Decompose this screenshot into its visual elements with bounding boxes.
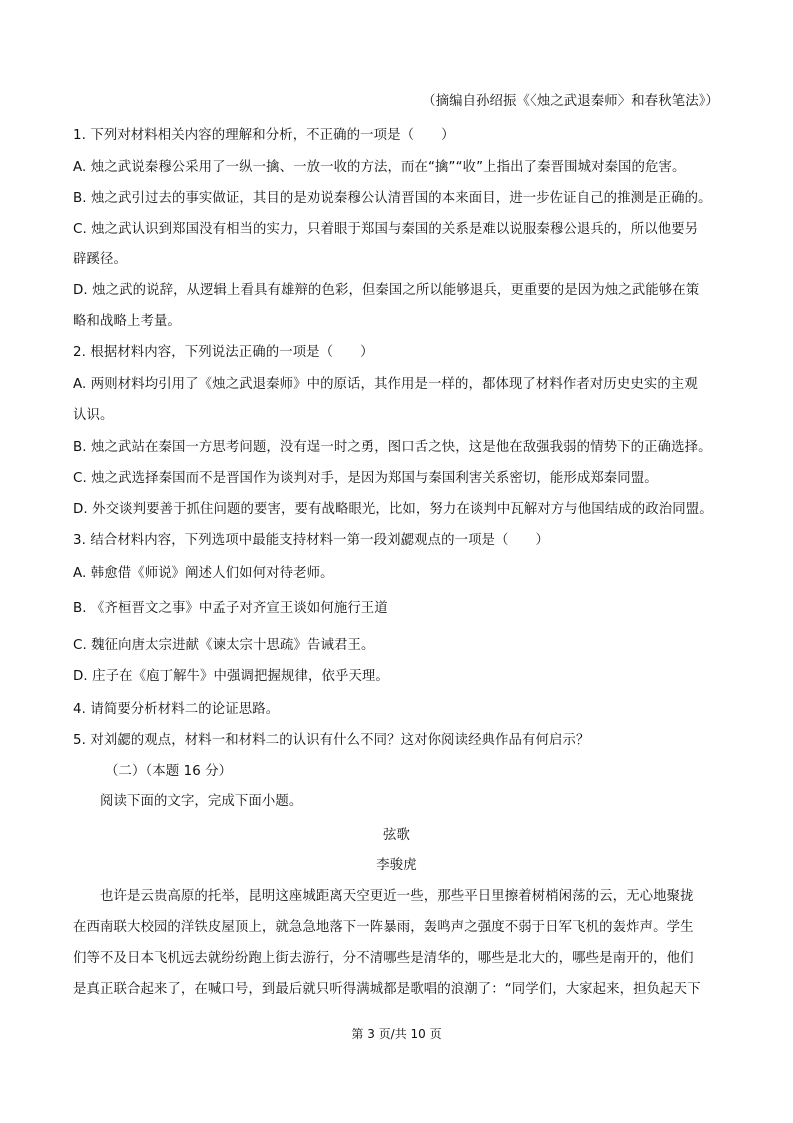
section-heading: （二）（本题 16 分） (105, 764, 233, 779)
question-3-option-b: B. 《齐桓晋文之事》中孟子对齐宣王谈如何施行王道 (73, 601, 388, 616)
question-3-option-a: A. 韩愈借《师说》阐述人们如何对待老师。 (73, 566, 334, 581)
question-2-option-b: B. 烛之武站在秦国一方思考问题，没有逞一时之勇，图口舌之快，这是他在敌强我弱的情势下的正确选择。 (73, 440, 712, 455)
question-3-stem: 3. 结合材料内容，下列选项中最能支持材料一第一段刘勰观点的一项是（ ） (73, 533, 550, 548)
question-2-option-d: D. 外交谈判要善于抓住问题的要害，要有战略眼光，比如，努力在谈判中瓦解对方与他国结成的政治同盟。 (73, 502, 713, 517)
article-title: 弦歌 (383, 828, 410, 843)
question-2-option-a-cont: 认识。 (73, 408, 114, 423)
question-3-option-d: D. 庄子在《庖丁解牛》中强调把握规律，依乎天理。 (73, 669, 389, 684)
article-paragraph-line: 在西南联大校园的洋铁皮屋顶上，就急急地落下一阵暴雨，轰鸣声之强度不弱于日军飞机的轰炸声。学生 (73, 920, 694, 935)
question-1-option-b: B. 烛之武引过去的事实做证，其目的是劝说秦穆公认清晋国的本来面目，进一步佐证自己的推测是正确的。 (73, 191, 712, 206)
question-2-option-a: A. 两则材料均引用了《烛之武退秦师》中的原话，其作用是一样的，都体现了材料作者对历史史实的主观 (73, 377, 698, 392)
source-citation: （摘编自孙绍振《〈烛之武退秦师〉和春秋笔法》） (422, 94, 719, 109)
question-3-option-c: C. 魏征向唐太宗进献《谏太宗十思疏》告诫君王。 (73, 638, 375, 653)
question-1-option-c-cont: 辟蹊径。 (73, 252, 127, 267)
page-number: 第 3 页/共 10 页 (351, 1027, 442, 1041)
article-paragraph-line: 们等不及日本飞机远去就纷纷跑上街去游行，分不清哪些是清华的，哪些是北大的，哪些是南开的，他们 (73, 951, 694, 966)
question-1-stem: 1. 下列对材料相关内容的理解和分析，不正确的一项是（ ） (73, 128, 455, 143)
question-2-option-c: C. 烛之武选择秦国而不是晋国作为谈判对手，是因为郑国与秦国利害关系密切，能形成郑秦同盟。 (73, 471, 658, 486)
question-1-option-a: A. 烛之武说秦穆公采用了一纵一擒、一放一收的方法，而在“擒”“收”上指出了秦晋围城对秦国的危害。 (73, 160, 686, 175)
question-1-option-c: C. 烛之武认识到郑国没有相当的实力，只着眼于郑国与秦国的关系是难以说服秦穆公退兵的，所以他要另 (73, 222, 699, 237)
question-1-option-d: D. 烛之武的说辞，从逻辑上看具有雄辩的色彩，但秦国之所以能够退兵，更重要的是因为烛之武能够在策 (73, 283, 700, 298)
article-paragraph-line: 是真正联合起来了，在喊口号，到最后就只听得满城都是歌唱的浪潮了：“同学们，大家起来，担负起天下 (73, 982, 701, 997)
article-author: 李骏虎 (376, 858, 417, 873)
article-paragraph-line: 也许是云贵高原的托举，昆明这座城距离天空更近一些，那些平日里擦着树梢闲荡的云，无心地聚拢 (100, 889, 694, 904)
question-5: 5. 对刘勰的观点，材料一和材料二的认识有什么不同？这对你阅读经典作品有何启示？ (73, 733, 590, 748)
question-1-option-d-cont: 略和战略上考量。 (73, 314, 181, 329)
reading-instruction: 阅读下面的文字，完成下面小题。 (100, 794, 303, 809)
question-4: 4. 请简要分析材料二的论证思路。 (73, 702, 280, 717)
question-2-stem: 2. 根据材料内容，下列说法正确的一项是（ ） (73, 345, 374, 360)
